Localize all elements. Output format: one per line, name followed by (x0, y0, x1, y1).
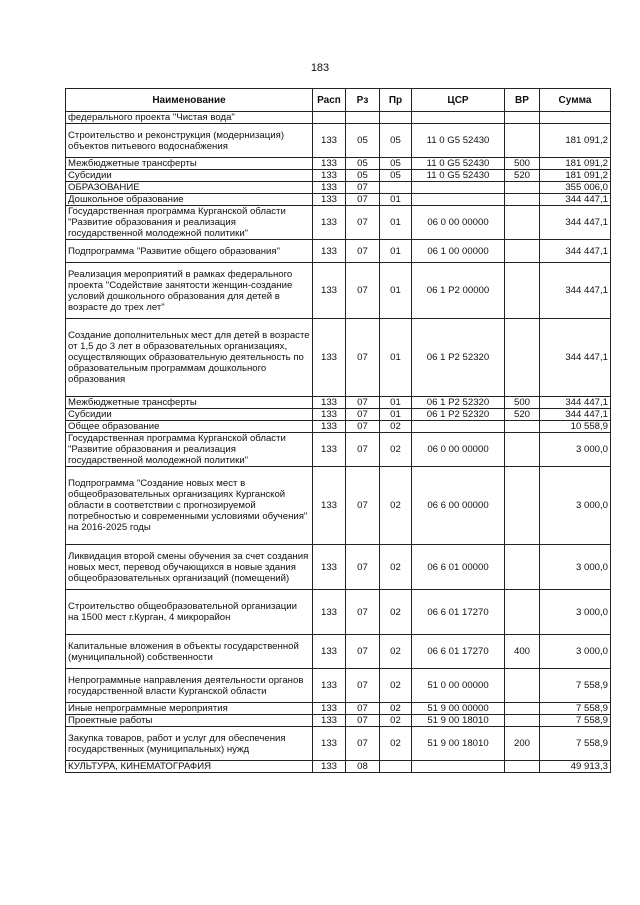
row-rasp-cell: 133 (313, 124, 346, 158)
row-csr-cell: 11 0 G5 52430 (412, 124, 505, 158)
row-sum-cell: 344 447,1 (540, 319, 611, 397)
row-sum-cell: 344 447,1 (540, 409, 611, 421)
table-row (66, 124, 611, 158)
row-name-cell: Непрограммные направления деятельности органов государственной власти Курганской области (66, 669, 313, 703)
row-vr-cell (505, 669, 540, 703)
row-rz-cell: 05 (346, 170, 380, 182)
row-csr-cell: 51 9 00 18010 (412, 727, 505, 761)
row-rasp-cell: 133 (313, 409, 346, 421)
row-pr-cell: 02 (380, 669, 412, 703)
row-name-cell: Иные непрограммные мероприятия (66, 703, 313, 715)
table-row (66, 669, 611, 703)
row-pr-cell: 02 (380, 590, 412, 635)
row-rz-cell: 07 (346, 263, 380, 319)
header-row (66, 89, 611, 112)
row-vr-cell (505, 240, 540, 263)
row-sum-cell: 7 558,9 (540, 703, 611, 715)
row-rasp-cell: 133 (313, 206, 346, 240)
row-rasp-cell: 133 (313, 467, 346, 545)
row-csr-cell: 06 1 P2 52320 (412, 319, 505, 397)
table-row (66, 727, 611, 761)
row-vr-cell (505, 182, 540, 194)
row-vr-cell (505, 194, 540, 206)
header-name: Наименование (66, 89, 313, 112)
table-row (66, 397, 611, 409)
row-sum-cell: 344 447,1 (540, 194, 611, 206)
table-row (66, 433, 611, 467)
row-rz-cell: 07 (346, 590, 380, 635)
row-rasp-cell: 133 (313, 319, 346, 397)
row-name-cell: Межбюджетные трансферты (66, 158, 313, 170)
row-rz-cell: 07 (346, 240, 380, 263)
row-vr-cell: 520 (505, 409, 540, 421)
header-csr: ЦСР (412, 89, 505, 112)
row-name-cell: Ликвидация второй смены обучения за счет создания новых мест, перевод обучающихся в новые здания общеобразовательных организаций (помещений) (66, 545, 313, 590)
row-name-cell: Субсидии (66, 170, 313, 182)
row-csr-cell: 06 6 00 00000 (412, 467, 505, 545)
row-pr-cell: 01 (380, 240, 412, 263)
row-vr-cell (505, 590, 540, 635)
row-pr-cell: 02 (380, 545, 412, 590)
row-sum-cell: 3 000,0 (540, 433, 611, 467)
header-rasp: Расп (313, 89, 346, 112)
row-csr-cell: 06 0 00 00000 (412, 433, 505, 467)
row-name-cell: Субсидии (66, 409, 313, 421)
row-rasp-cell: 133 (313, 263, 346, 319)
row-name-cell: Создание дополнительных мест для детей в возрасте от 1,5 до 3 лет в образовательных организациях, осуществляющих образовательную деятельность по образовательным программам дошкольного образования (66, 319, 313, 397)
row-rasp-cell: 133 (313, 590, 346, 635)
row-name-cell: Государственная программа Курганской области "Развитие образования и реализация государственной молодежной политики" (66, 433, 313, 467)
row-rasp-cell: 133 (313, 715, 346, 727)
row-rasp-cell: 133 (313, 194, 346, 206)
row-sum-cell (540, 112, 611, 124)
row-pr-cell: 02 (380, 635, 412, 669)
row-csr-cell: 06 1 P2 00000 (412, 263, 505, 319)
row-csr-cell: 11 0 G5 52430 (412, 158, 505, 170)
row-pr-cell: 02 (380, 703, 412, 715)
row-name-cell: Межбюджетные трансферты (66, 397, 313, 409)
table-row (66, 182, 611, 194)
row-rz-cell: 07 (346, 545, 380, 590)
row-rasp-cell (313, 112, 346, 124)
row-csr-cell: 06 6 01 17270 (412, 635, 505, 669)
row-rz-cell: 07 (346, 421, 380, 433)
row-vr-cell (505, 124, 540, 158)
row-sum-cell: 3 000,0 (540, 590, 611, 635)
row-pr-cell: 05 (380, 170, 412, 182)
row-sum-cell: 181 091,2 (540, 170, 611, 182)
table-row (66, 545, 611, 590)
row-sum-cell: 3 000,0 (540, 467, 611, 545)
table-row (66, 319, 611, 397)
header-vr: ВР (505, 89, 540, 112)
row-pr-cell: 01 (380, 206, 412, 240)
row-name-cell: ОБРАЗОВАНИЕ (66, 182, 313, 194)
header-rz: Рз (346, 89, 380, 112)
row-vr-cell: 500 (505, 397, 540, 409)
row-rasp-cell: 133 (313, 545, 346, 590)
row-vr-cell (505, 263, 540, 319)
row-rasp-cell: 133 (313, 669, 346, 703)
row-vr-cell (505, 545, 540, 590)
row-pr-cell: 01 (380, 397, 412, 409)
row-vr-cell (505, 715, 540, 727)
row-rasp-cell: 133 (313, 182, 346, 194)
table-row (66, 194, 611, 206)
row-csr-cell: 51 0 00 00000 (412, 669, 505, 703)
table-row (66, 240, 611, 263)
row-pr-cell: 02 (380, 467, 412, 545)
row-vr-cell (505, 319, 540, 397)
row-rasp-cell: 133 (313, 703, 346, 715)
row-name-cell: федерального проекта "Чистая вода" (66, 112, 313, 124)
row-vr-cell (505, 467, 540, 545)
row-name-cell: Строительство общеобразовательной организации на 1500 мест г.Курган, 4 микрорайон (66, 590, 313, 635)
row-rz-cell: 07 (346, 635, 380, 669)
row-rz-cell: 07 (346, 319, 380, 397)
row-rasp-cell: 133 (313, 158, 346, 170)
table-row (66, 761, 611, 773)
row-sum-cell: 7 558,9 (540, 727, 611, 761)
row-csr-cell (412, 761, 505, 773)
row-name-cell: Проектные работы (66, 715, 313, 727)
row-pr-cell: 02 (380, 421, 412, 433)
row-vr-cell (505, 112, 540, 124)
row-sum-cell: 3 000,0 (540, 545, 611, 590)
table-row (66, 263, 611, 319)
row-csr-cell: 06 1 P2 52320 (412, 397, 505, 409)
row-vr-cell (505, 761, 540, 773)
row-pr-cell: 02 (380, 715, 412, 727)
row-vr-cell (505, 206, 540, 240)
row-sum-cell: 7 558,9 (540, 715, 611, 727)
row-rz-cell: 07 (346, 727, 380, 761)
row-csr-cell (412, 421, 505, 433)
header-sum: Сумма (540, 89, 611, 112)
page-number: 183 (310, 62, 330, 74)
row-pr-cell: 02 (380, 727, 412, 761)
row-name-cell: КУЛЬТУРА, КИНЕМАТОГРАФИЯ (66, 761, 313, 773)
row-csr-cell (412, 112, 505, 124)
row-sum-cell: 344 447,1 (540, 397, 611, 409)
row-rz-cell (346, 112, 380, 124)
row-name-cell: Подпрограмма "Развитие общего образования" (66, 240, 313, 263)
row-vr-cell: 200 (505, 727, 540, 761)
row-sum-cell: 355 006,0 (540, 182, 611, 194)
table-row (66, 467, 611, 545)
row-csr-cell: 06 0 00 00000 (412, 206, 505, 240)
row-rasp-cell: 133 (313, 635, 346, 669)
row-name-cell: Закупка товаров, работ и услуг для обеспечения государственных (муниципальных) нужд (66, 727, 313, 761)
table-row (66, 409, 611, 421)
row-pr-cell: 01 (380, 194, 412, 206)
row-rasp-cell: 133 (313, 727, 346, 761)
table-row (66, 206, 611, 240)
row-sum-cell: 344 447,1 (540, 240, 611, 263)
row-name-cell: Государственная программа Курганской области "Развитие образования и реализация государственной молодежной политики" (66, 206, 313, 240)
row-rz-cell: 07 (346, 409, 380, 421)
row-csr-cell: 06 1 P2 52320 (412, 409, 505, 421)
row-rasp-cell: 133 (313, 433, 346, 467)
table-row (66, 421, 611, 433)
row-sum-cell: 181 091,2 (540, 158, 611, 170)
row-vr-cell: 400 (505, 635, 540, 669)
row-rz-cell: 07 (346, 669, 380, 703)
row-rz-cell: 07 (346, 194, 380, 206)
row-rz-cell: 07 (346, 433, 380, 467)
row-vr-cell: 500 (505, 158, 540, 170)
row-sum-cell: 10 558,9 (540, 421, 611, 433)
row-pr-cell: 05 (380, 124, 412, 158)
row-sum-cell: 344 447,1 (540, 206, 611, 240)
table-row (66, 170, 611, 182)
row-pr-cell: 01 (380, 319, 412, 397)
row-name-cell: Общее образование (66, 421, 313, 433)
row-rasp-cell: 133 (313, 761, 346, 773)
row-vr-cell (505, 421, 540, 433)
row-rasp-cell: 133 (313, 397, 346, 409)
row-csr-cell: 06 6 01 00000 (412, 545, 505, 590)
row-rz-cell: 05 (346, 124, 380, 158)
row-csr-cell: 51 9 00 18010 (412, 715, 505, 727)
row-rasp-cell: 133 (313, 421, 346, 433)
row-sum-cell: 49 913,3 (540, 761, 611, 773)
row-rz-cell: 07 (346, 397, 380, 409)
table-row (66, 635, 611, 669)
row-vr-cell (505, 433, 540, 467)
row-rz-cell: 08 (346, 761, 380, 773)
row-name-cell: Дошкольное образование (66, 194, 313, 206)
budget-table (65, 88, 611, 773)
row-csr-cell (412, 194, 505, 206)
row-name-cell: Подпрограмма "Создание новых мест в общеобразовательных организациях Курганской области в соответствии с прогнозируемой потребностью и современными условиями обучения" на 2016-2025 годы (66, 467, 313, 545)
table-row (66, 112, 611, 124)
row-sum-cell: 181 091,2 (540, 124, 611, 158)
row-csr-cell: 06 1 00 00000 (412, 240, 505, 263)
row-csr-cell (412, 182, 505, 194)
header-pr: Пр (380, 89, 412, 112)
row-rz-cell: 05 (346, 158, 380, 170)
row-name-cell: Капитальные вложения в объекты государственной (муниципальной) собственности (66, 635, 313, 669)
row-vr-cell: 520 (505, 170, 540, 182)
row-csr-cell: 51 9 00 00000 (412, 703, 505, 715)
table-row (66, 703, 611, 715)
row-pr-cell: 01 (380, 409, 412, 421)
table-row (66, 158, 611, 170)
row-name-cell: Строительство и реконструкция (модернизация) объектов питьевого водоснабжения (66, 124, 313, 158)
row-csr-cell: 11 0 G5 52430 (412, 170, 505, 182)
row-pr-cell: 01 (380, 263, 412, 319)
row-pr-cell (380, 761, 412, 773)
table-row (66, 715, 611, 727)
row-pr-cell: 02 (380, 433, 412, 467)
row-pr-cell (380, 182, 412, 194)
row-rasp-cell: 133 (313, 170, 346, 182)
row-sum-cell: 3 000,0 (540, 635, 611, 669)
row-csr-cell: 06 6 01 17270 (412, 590, 505, 635)
row-rz-cell: 07 (346, 703, 380, 715)
row-pr-cell (380, 112, 412, 124)
row-sum-cell: 344 447,1 (540, 263, 611, 319)
row-sum-cell: 7 558,9 (540, 669, 611, 703)
row-rz-cell: 07 (346, 182, 380, 194)
row-rz-cell: 07 (346, 715, 380, 727)
table-row (66, 590, 611, 635)
row-rz-cell: 07 (346, 206, 380, 240)
row-rasp-cell: 133 (313, 240, 346, 263)
row-vr-cell (505, 703, 540, 715)
row-pr-cell: 05 (380, 158, 412, 170)
row-name-cell: Реализация мероприятий в рамках федерального проекта "Содействие занятости женщин-создание условий дошкольного образования для детей в возрасте до трех лет" (66, 263, 313, 319)
row-rz-cell: 07 (346, 467, 380, 545)
